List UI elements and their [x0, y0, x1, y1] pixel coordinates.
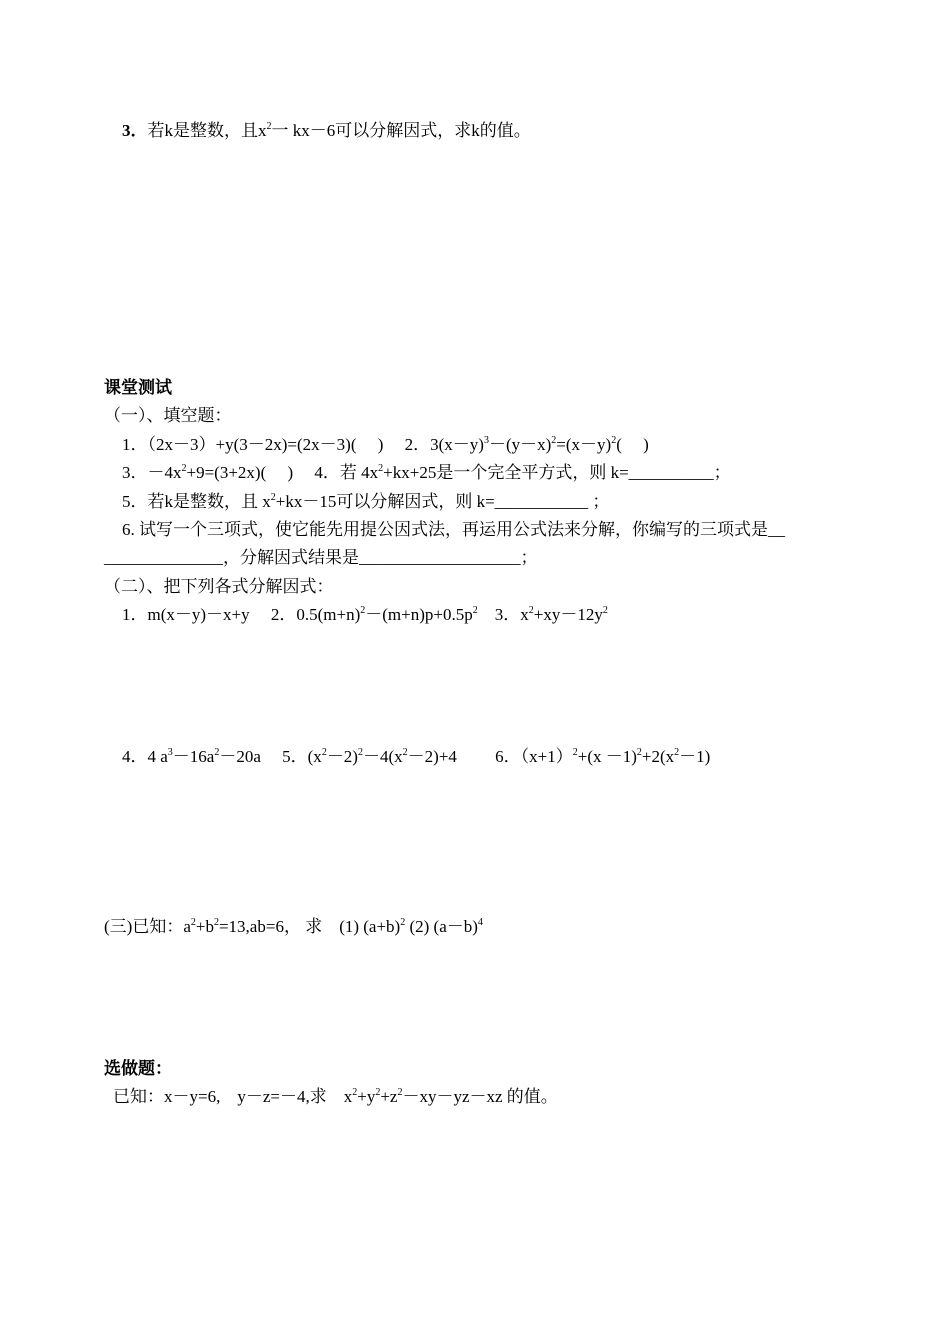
- optional-question: 已知：x－y=6, y－z=－4,求 $x^2+y^2+z^2-xy-yz-xz$ 的值。: [113, 1087, 558, 1106]
- pre-question-3: 3．若k是整数，且$x^2$一 kx－6可以分解因式，求k的值。: [122, 121, 531, 140]
- section-title-test: 课堂测试: [104, 378, 172, 397]
- fill-question-1-2: 1．（2x－3）+y(3－2x)=(2x－3)( ) 2．$3(x-y)^3-(y-x)^2=(x-y)^2$( ): [122, 435, 649, 454]
- fill-question-6-line1: 6. 试写一个三项式，使它能先用提公因式法，再运用公式法来分解，你编写的三项式是__: [122, 520, 785, 539]
- fill-question-3-4: 3．$-4x^2+9=(3+2x)$( ) 4．若 $4x^2+kx+25$是一个完全平方式，则 k=__________；: [122, 463, 731, 482]
- section-title-optional: 选做题：: [104, 1059, 172, 1078]
- factor-row-2: 4．4 $a^3-16a^2-20a$ 5．$(x^2-2)^2-4(x^2-2)+4$ 6．$(x+1)^2+(x -1)^2+2(x^2-1)$: [122, 747, 711, 766]
- fill-question-5: 5．若k是整数，且 $x^2+kx-15$可以分解因式，则 k=___________ ；: [122, 492, 610, 511]
- known-question: (三)已知：$a^2+b^2=13,ab=6$， 求 (1) $(a+b)^2$ (2) $(a-b)^4$: [104, 917, 483, 936]
- factor-row-1: 1．m(x－y)－x+y 2．$0.5(m+n)^2-(m+n)p+0.5p^2$ 3．$x^2+xy-12y^2$: [122, 605, 608, 624]
- section-title-factor: （二）、把下列各式分解因式：: [104, 577, 334, 596]
- fill-question-6-line2: ______________，分解因式结果是___________________；: [104, 548, 538, 567]
- section-title-fill: （一）、填空题：: [104, 406, 232, 425]
